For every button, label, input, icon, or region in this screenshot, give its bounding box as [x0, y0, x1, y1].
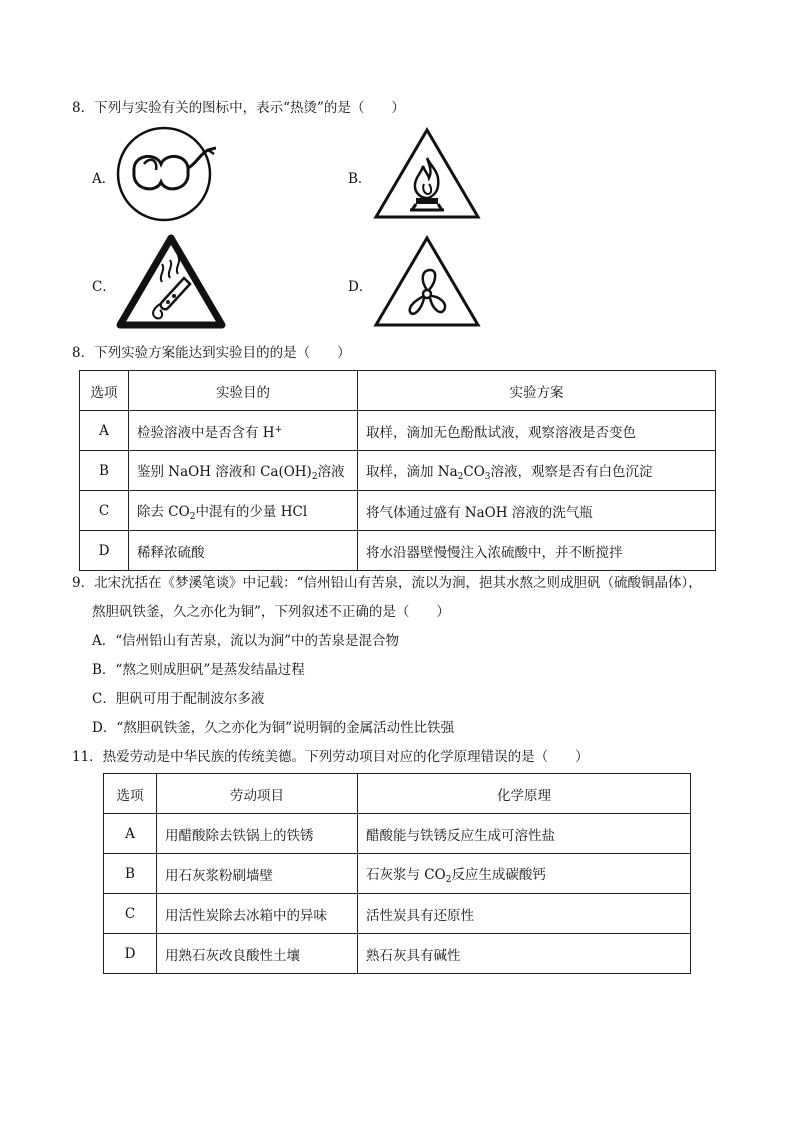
- table-row: [80, 491, 716, 531]
- table-header: 实验目的: [129, 371, 358, 411]
- table-row: [104, 894, 691, 934]
- table-cell-option: D: [80, 531, 129, 571]
- table-cell-principle: 醋酸能与铁锈反应生成可溶性盐: [358, 814, 691, 854]
- q8a-option-d-label: D．: [348, 279, 373, 295]
- q9-stem-line1: 9．北宋沈括在《梦溪笔谈》中记载：“信州铅山有苦泉，流以为涧，挹其水熬之则成胆矾（硫酸铜晶体），: [72, 575, 702, 591]
- q8a-option-b-label: B．: [348, 171, 372, 187]
- table-cell-task: 用活性炭除去冰箱中的异味: [157, 894, 358, 934]
- table-cell-purpose: 除去 $CO_2$中混有的少量 HCl: [129, 491, 358, 531]
- table-cell-principle: 活性炭具有还原性: [358, 894, 691, 934]
- table-header: 化学原理: [358, 774, 691, 814]
- table-row: [80, 531, 716, 571]
- table-header: 选项: [80, 371, 129, 411]
- table-header: 劳动项目: [157, 774, 358, 814]
- fan-warning-icon: [372, 234, 482, 330]
- q9-option-c: C．胆矾可用于配制波尔多液: [92, 691, 265, 707]
- table-cell-option: C: [104, 894, 157, 934]
- table-cell-purpose: 鉴别 NaOH 溶液和 $Ca(OH)_2$溶液: [129, 451, 358, 491]
- table-cell-option: D: [104, 934, 157, 974]
- q8a-stem: 8．下列与实验有关的图标中，表示“热烫”的是（ ）: [72, 100, 405, 116]
- q11-table: [103, 773, 691, 974]
- hot-test-tube-warning-icon: [116, 234, 226, 330]
- goggles-icon: [116, 124, 216, 224]
- table-cell-plan: 将水沿器壁慢慢注入浓硫酸中，并不断搅拌: [358, 531, 716, 571]
- q9-option-b: B．“熬之则成胆矾”是蒸发结晶过程: [92, 662, 305, 678]
- table-header-row: [80, 371, 716, 411]
- table-cell-plan: 取样，滴加无色酚酞试液，观察溶液是否变色: [358, 411, 716, 451]
- table-row: [80, 411, 716, 451]
- table-cell-task: 用醋酸除去铁锅上的铁锈: [157, 814, 358, 854]
- q8b-table: [79, 370, 716, 571]
- table-cell-option: B: [80, 451, 129, 491]
- table-cell-option: A: [104, 814, 157, 854]
- table-header: 实验方案: [358, 371, 716, 411]
- q8b-stem: 8．下列实验方案能达到实验目的的是（ ）: [72, 345, 351, 361]
- q8a-option-c-label: C．: [92, 279, 116, 295]
- table-cell-option: A: [80, 411, 129, 451]
- q9-option-d: D．“熬胆矾铁釜，久之亦化为铜”说明铜的金属活动性比铁强: [92, 720, 455, 736]
- table-row: [80, 451, 716, 491]
- table-cell-purpose: 稀释浓硫酸: [129, 531, 358, 571]
- table-cell-option: C: [80, 491, 129, 531]
- q11-stem: 11．热爱劳动是中华民族的传统美德。下列劳动项目对应的化学原理错误的是（ ）: [72, 749, 589, 765]
- table-cell-purpose: 检验溶液中是否含有 H+: [129, 411, 358, 451]
- q9-stem-line2: 熬胆矾铁釜，久之亦化为铜”，下列叙述不正确的是（ ）: [92, 604, 450, 620]
- flame-warning-icon: [372, 126, 482, 222]
- q8a-option-a-label: A．: [92, 171, 116, 187]
- table-cell-principle: 石灰浆与 $CO_2$反应生成碳酸钙: [358, 854, 691, 894]
- table-cell-plan: 取样，滴加 $Na_2CO_3$溶液，观察是否有白色沉淀: [358, 451, 716, 491]
- table-header-row: [104, 774, 691, 814]
- table-cell-task: 用石灰浆粉刷墙壁: [157, 854, 358, 894]
- q9-option-a: A．“信州铅山有苦泉，流以为涧”中的苦泉是混合物: [92, 633, 400, 649]
- table-header: 选项: [104, 774, 157, 814]
- table-cell-option: B: [104, 854, 157, 894]
- table-row: [104, 854, 691, 894]
- table-cell-task: 用熟石灰改良酸性土壤: [157, 934, 358, 974]
- table-cell-plan: 将气体通过盛有 NaOH 溶液的洗气瓶: [358, 491, 716, 531]
- table-row: [104, 814, 691, 854]
- table-row: [104, 934, 691, 974]
- table-cell-principle: 熟石灰具有碱性: [358, 934, 691, 974]
